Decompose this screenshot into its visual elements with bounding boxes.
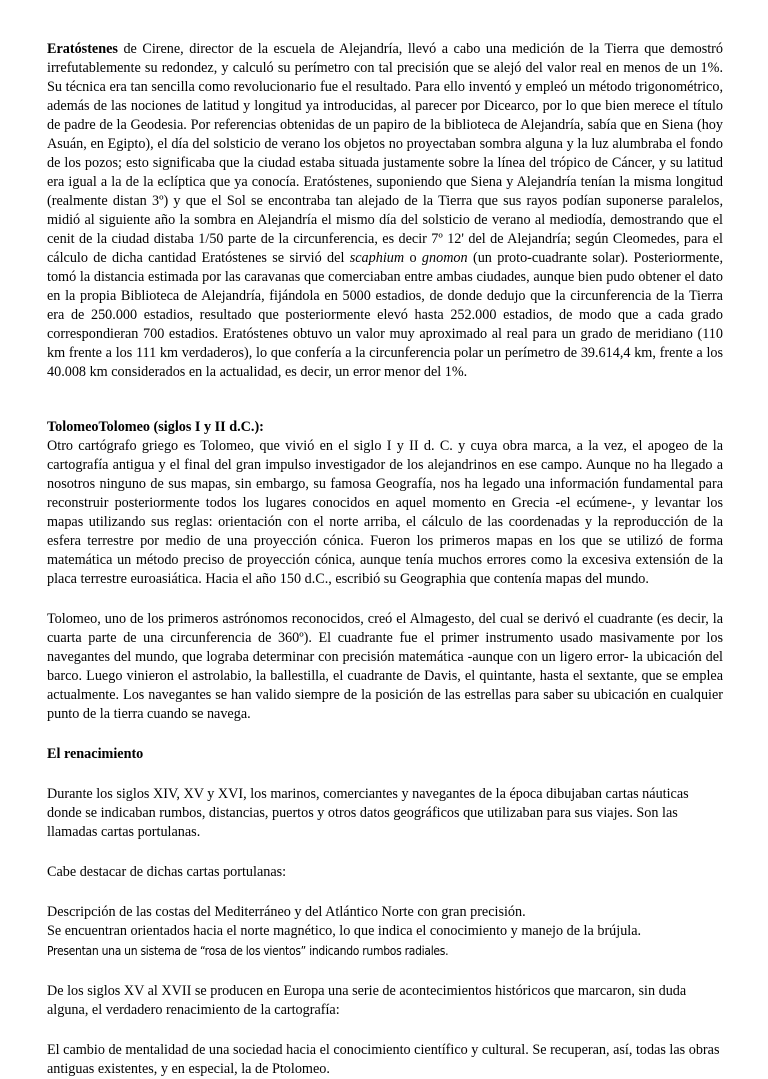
tolomeo-paragraph-1: Otro cartógrafo griego es Tolomeo, que vivió en el siglo I y II d. C. y cuya obra marca, a la vez, el apogeo de la cartografía antigua y el final del gran impulso investigador de los alejandrinos en ese campo. Aunque no ha llegado a nosotros ninguno de sus mapas, sin embargo, su famosa Geografía, nos ha legado una información fundamental para reconstruir posteriormente todos los lugares conocidos en aquel momento en Grecia -el ecúmene-, y levantar los mapas utilizando sus reglas: orientación con el norte arriba, el cálculo de las coordenadas y la reproducción de la esfera terrestre por medio de una proyección cónica. Fueron los primeros mapas en los que se utilizó de forma matemática un método preciso de proyección cónica, aunque tenía muchos errores como la excesiva extensión de la placa terrestre euroasiática. Hacia el año 150 d.C., escribió su Geographia que contenía mapas del mundo.	[47, 438, 723, 587]
portulanas-item-3-text: Presentan una un sistema de “rosa de los vientos” indicando rumbos radiales.	[47, 943, 449, 958]
eratostenes-text-2: (un proto-cuadrante solar). Posteriormente, tomó la distancia estimada por las caravanas que comerciaban entre ambas ciudades, aunque bien pudo obtener el dato en la propia Biblioteca de Alejandría, fijándola en 5000 estadios, de donde dedujo que la circunferencia de la Tierra era de 250.000 estadios, resultado que posteriormente elevó hasta 252.000 estadios, de modo que a cada grado correspondieran 700 estadios. Eratóstenes obtuvo un valor muy aproximado al real para un grado de meridiano (110 km frente a los 111 km verdaderos), lo que confería a la circunferencia polar un perímetro de 39.614,4 km, frente a los 40.008 km considerados en la actualidad, es decir, un error menor del 1%.	[47, 250, 724, 380]
eratostenes-text-1: de Cirene, director de la escuela de Alejandría, llevó a cabo una medición de la Tierra que demostró irrefutablemente su redondez, y calculó su perímetro con tal precisión que se alejó del valor real en menos de un 1%. Su técnica era tan sencilla como revolucionario fue el resultado. Para ello inventó y empleó un método trigonométrico, además de las nociones de latitud y longitud ya introducidas, al parecer por Dicearco, por lo que bien merece el título de padre de la Geodesia. Por referencias obtenidas de un papiro de la biblioteca de Alejandría, sabía que en Siena (hoy Asuán, en Egipto), el día del solsticio de verano los objetos no proyectaban sombra alguna y la luz alumbraba el fondo de los pozos; esto significaba que la ciudad estaba situada justamente sobre la línea del trópico de Cáncer, y su latitud era igual a la de la eclíptica que ya conocía. Eratóstenes, suponiendo que Siena y Alejandría tenían la misma longitud (realmente distan 3º) y que el Sol se encontraba tan alejado de la Tierra que sus rayos podían suponerse paralelos, midió al siguiente año la sombra en Alejandría el mismo día del solsticio de verano al mediodía, demostrando que el cenit de la ciudad distaba 1/50 parte de la circunferencia, es decir 7º 12' del de Alejandría; según Cleomedes, para el cálculo de dicha cantidad Eratóstenes se sirvió del	[47, 41, 723, 266]
scaphium-term: scaphium	[349, 250, 405, 266]
renacimiento-paragraph-4: El cambio de mentalidad de una sociedad hacia el conocimiento científico y cultural. Se recuperan, así, todas las obras antiguas existentes, y en especial, la de Ptolomeo.	[47, 1042, 720, 1077]
document-page	[47, 40, 723, 1079]
renacimiento-paragraph-2: Cabe destacar de dichas cartas portulanas:	[47, 864, 287, 880]
eratostenes-name: Eratóstenes	[47, 41, 118, 57]
eratostenes-conjunction: o	[404, 250, 422, 266]
eratostenes-paragraph	[47, 40, 723, 382]
portulanas-item-3	[47, 941, 723, 961]
tolomeo-heading: TolomeoTolomeo (siglos I y II d.C.):	[47, 419, 264, 435]
portulanas-item-1: Descripción de las costas del Mediterráneo y del Atlántico Norte con gran precisión.	[47, 904, 526, 920]
renacimiento-paragraph-1: Durante los siglos XIV, XV y XVI, los marinos, comerciantes y navegantes de la época dibujaban cartas náuticas donde se indicaban rumbos, distancias, puertos y otros datos geográficos que utilizaban para sus viajes. Son las llamadas cartas portulanas.	[47, 786, 689, 840]
portulanas-item-2: Se encuentran orientados hacia el norte magnético, lo que indica el conocimiento y manejo de la brújula.	[47, 923, 642, 939]
gnomon-term: gnomon	[421, 250, 468, 266]
renacimiento-heading: El renacimiento	[47, 746, 144, 762]
tolomeo-paragraph-2: Tolomeo, uno de los primeros astrónomos reconocidos, creó el Almagesto, del cual se derivó el cuadrante (es decir, la cuarta parte de una circunferencia de 360º). El cuadrante fue el primer instrumento usado masivamente por los navegantes del mundo, que lograba determinar con precisión matemática -aunque con un ligero error- la ubicación del barco. Luego vinieron el astrolabio, la ballestilla, el cuadrante de Davis, el quintante, hasta el sextante, que se emplea actualmente. Los navegantes se han valido siempre de la posición de las estrellas para saber su ubicación en cualquier punto de la tierra cuando se navega.	[47, 611, 723, 722]
renacimiento-paragraph-3: De los siglos XV al XVII se producen en Europa una serie de acontecimientos históricos que marcaron, sin duda alguna, el verdadero renacimiento de la cartografía:	[47, 983, 687, 1018]
